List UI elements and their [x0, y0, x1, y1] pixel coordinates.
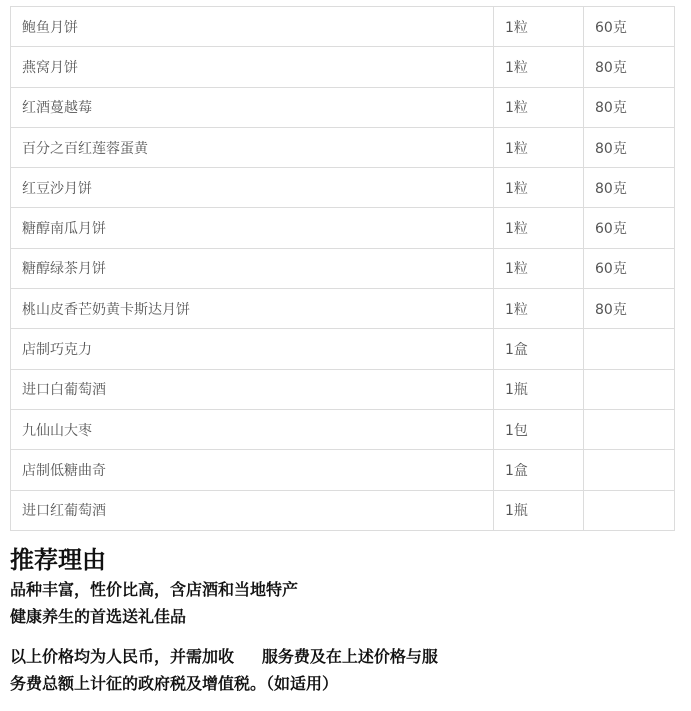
item-weight-cell: 80克 [584, 47, 675, 87]
item-quantity-cell: 1包 [494, 409, 584, 449]
item-quantity-cell: 1粒 [494, 168, 584, 208]
item-name-cell: 燕窝月饼 [11, 47, 494, 87]
item-name-cell: 九仙山大枣 [11, 409, 494, 449]
item-quantity-cell: 1瓶 [494, 369, 584, 409]
gift-items-table-body [11, 7, 675, 531]
item-weight-cell [584, 409, 675, 449]
item-name-cell: 桃山皮香芒奶黄卡斯达月饼 [11, 289, 494, 329]
item-weight-cell [584, 369, 675, 409]
table-row [11, 47, 675, 87]
item-name-cell: 红豆沙月饼 [11, 168, 494, 208]
item-name-cell: 糖醇南瓜月饼 [11, 208, 494, 248]
recommendation-heading: 推荐理由 [10, 545, 106, 574]
price-note-line: 务费总额上计征的政府税及增值税。（如适用） [10, 674, 339, 693]
table-row [11, 7, 675, 47]
item-quantity-cell: 1粒 [494, 289, 584, 329]
item-weight-cell: 60克 [584, 248, 675, 288]
item-name-cell: 百分之百红莲蓉蛋黄 [11, 127, 494, 167]
item-weight-cell [584, 490, 675, 530]
item-quantity-cell: 1粒 [494, 87, 584, 127]
item-weight-cell: 80克 [584, 87, 675, 127]
price-note-line: 以上价格均为人民币，并需加收 服务费及在上述价格与服 [10, 647, 438, 666]
gift-items-table-container [10, 6, 674, 531]
item-quantity-cell: 1盒 [494, 450, 584, 490]
table-row [11, 208, 675, 248]
gift-items-table [10, 6, 675, 531]
recommendation-line: 品种丰富，性价比高，含店酒和当地特产 [10, 580, 299, 599]
item-name-cell: 红酒蔓越莓 [11, 87, 494, 127]
item-quantity-cell: 1粒 [494, 208, 584, 248]
item-weight-cell [584, 329, 675, 369]
table-row [11, 168, 675, 208]
item-weight-cell: 60克 [584, 208, 675, 248]
item-weight-cell: 80克 [584, 289, 675, 329]
price-note [10, 643, 680, 697]
table-row [11, 87, 675, 127]
item-name-cell: 糖醇绿茶月饼 [11, 248, 494, 288]
table-row [11, 450, 675, 490]
item-quantity-cell: 1粒 [494, 7, 584, 47]
item-weight-cell [584, 450, 675, 490]
item-name-cell: 店制低糖曲奇 [11, 450, 494, 490]
table-row [11, 369, 675, 409]
item-quantity-cell: 1盒 [494, 329, 584, 369]
item-name-cell: 店制巧克力 [11, 329, 494, 369]
table-row [11, 127, 675, 167]
table-row [11, 248, 675, 288]
item-weight-cell: 80克 [584, 127, 675, 167]
item-quantity-cell: 1瓶 [494, 490, 584, 530]
item-weight-cell: 80克 [584, 168, 675, 208]
table-row [11, 289, 675, 329]
item-name-cell: 鲍鱼月饼 [11, 7, 494, 47]
recommendation-section [10, 544, 680, 697]
table-row [11, 329, 675, 369]
item-weight-cell: 60克 [584, 7, 675, 47]
table-row [11, 409, 675, 449]
item-name-cell: 进口白葡萄酒 [11, 369, 494, 409]
table-row [11, 490, 675, 530]
recommendation-line: 健康养生的首选送礼佳品 [10, 607, 187, 626]
item-quantity-cell: 1粒 [494, 47, 584, 87]
item-quantity-cell: 1粒 [494, 127, 584, 167]
item-name-cell: 进口红葡萄酒 [11, 490, 494, 530]
item-quantity-cell: 1粒 [494, 248, 584, 288]
